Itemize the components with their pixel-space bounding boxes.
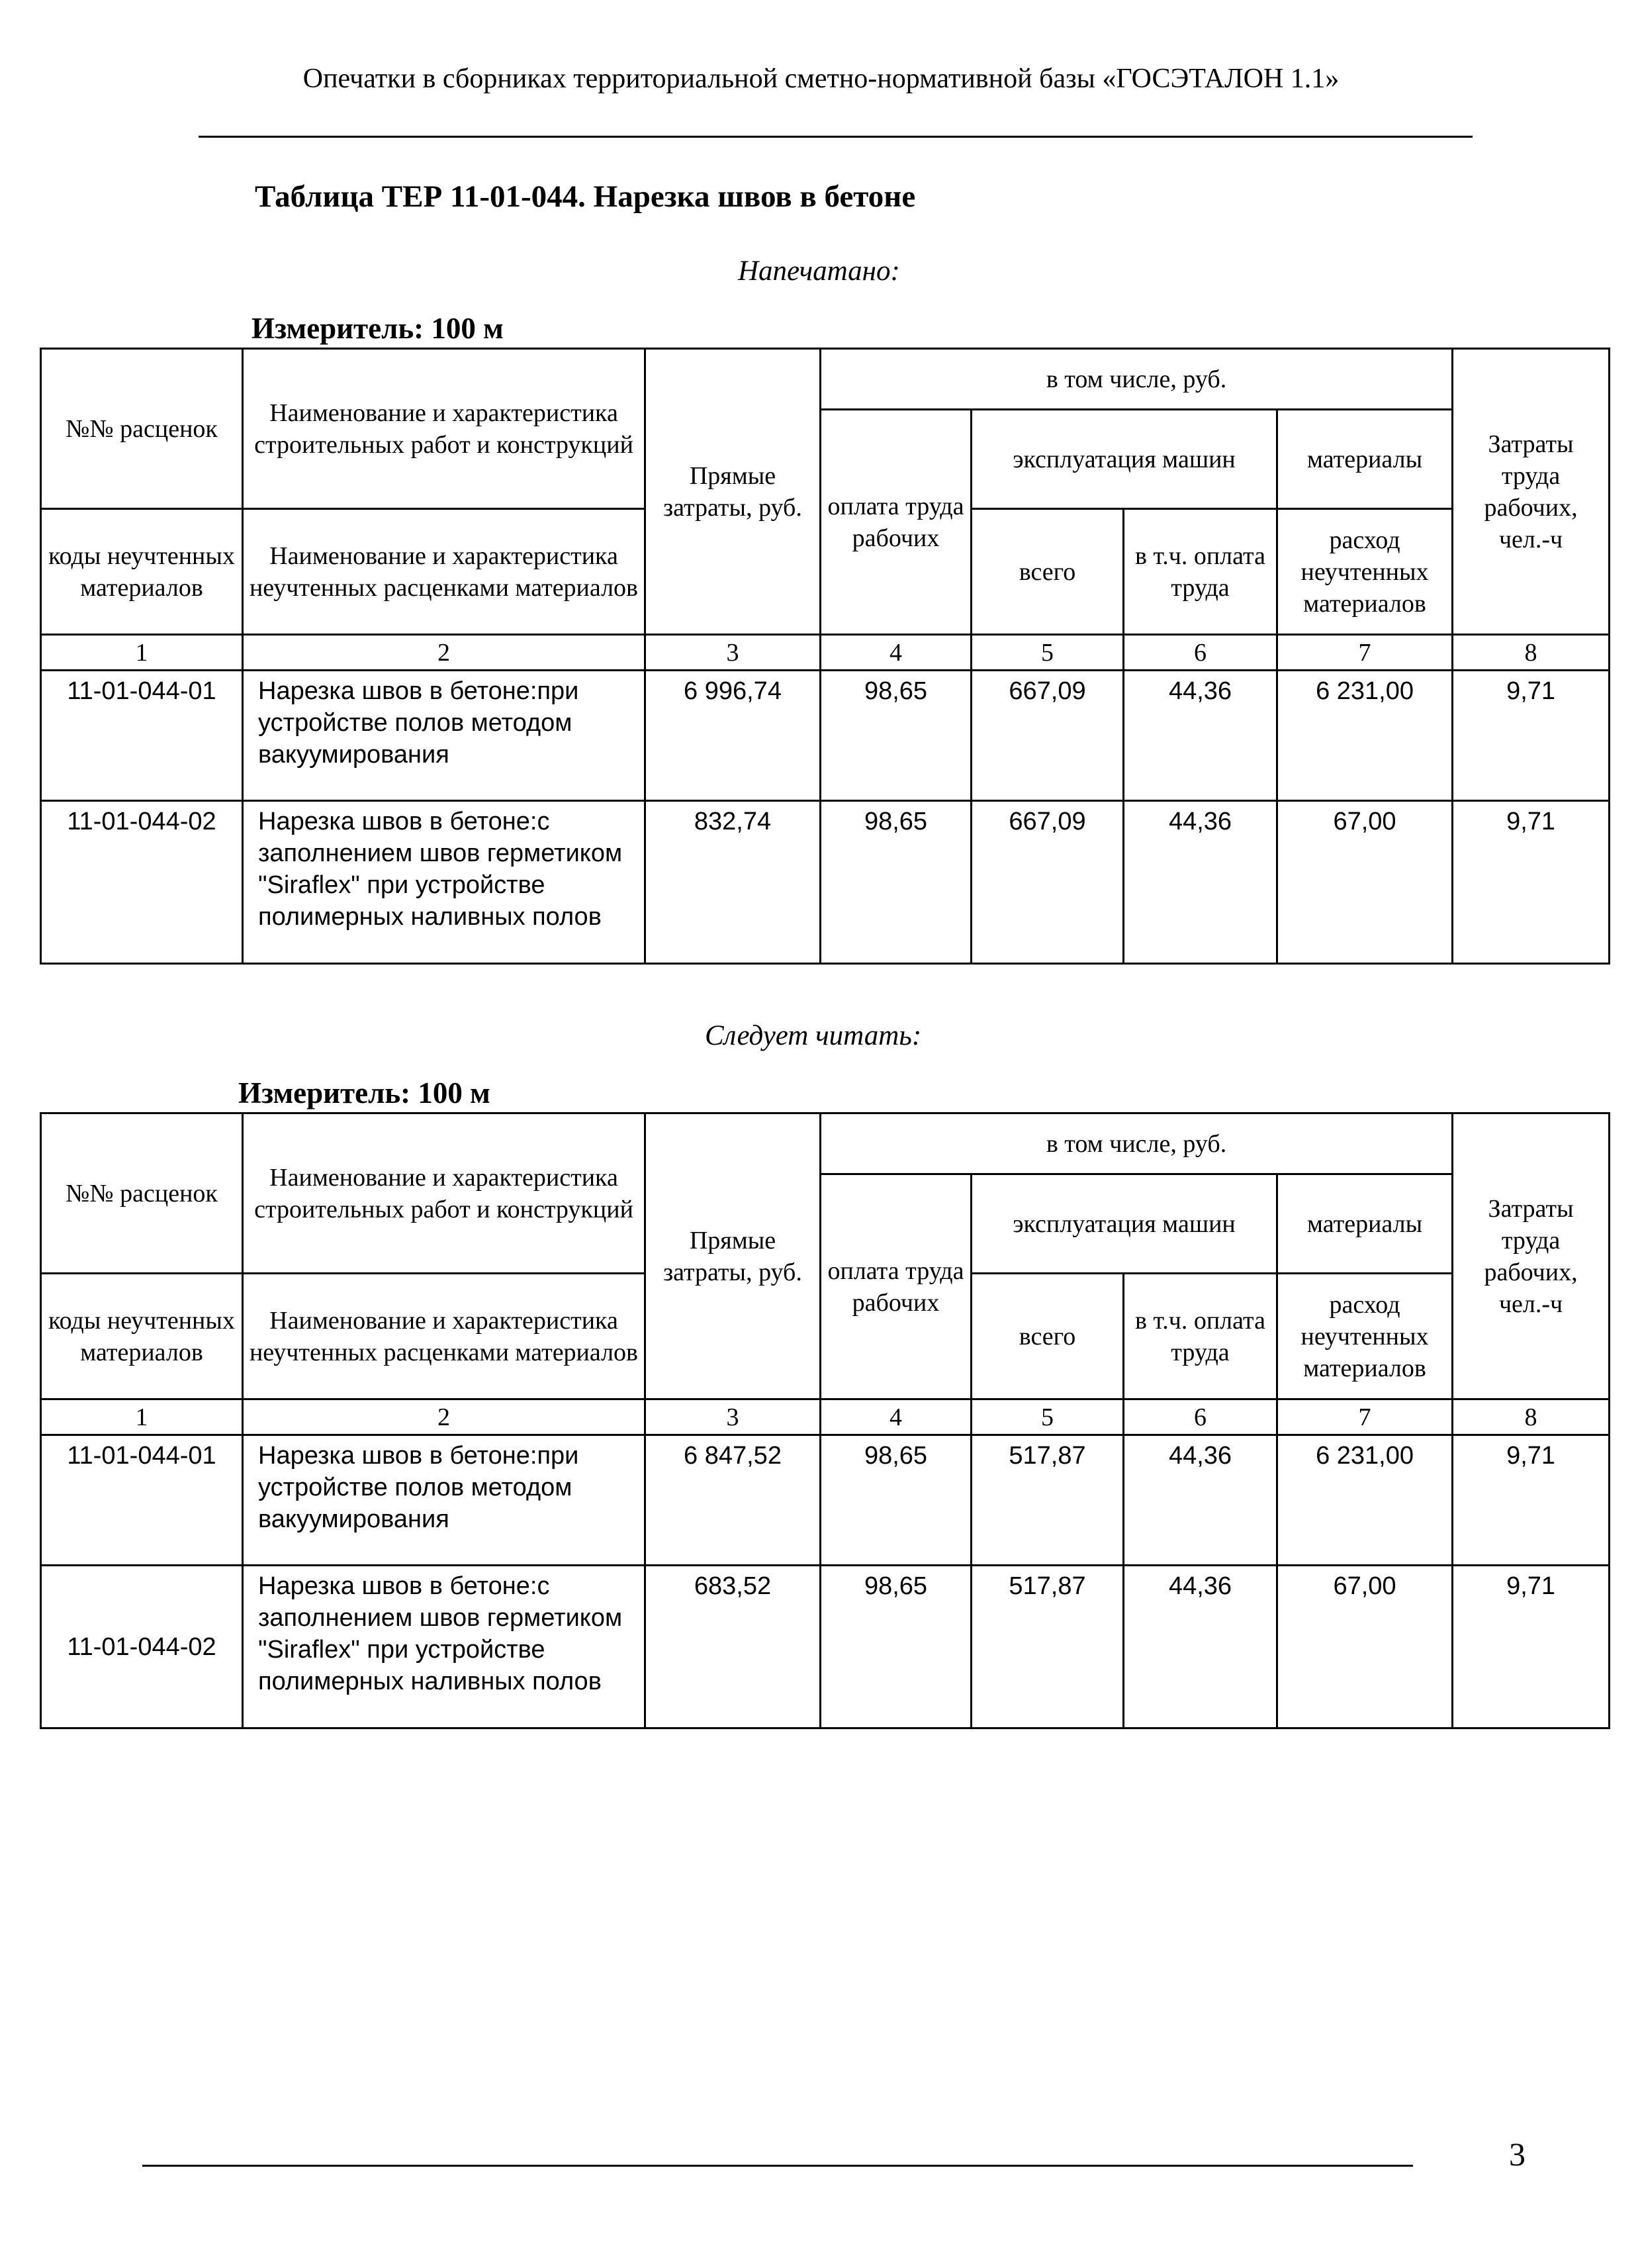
- col-total: всего: [972, 509, 1124, 635]
- labor-pay: 98,65: [821, 671, 972, 801]
- document-header: Опечатки в сборниках территориальной сметно-нормативной базы «ГОСЭТАЛОН 1.1»: [302, 64, 1340, 94]
- printed-table: [40, 348, 1610, 965]
- rate-name: Нарезка швов в бетоне:при устройстве полов методом вакуумирования: [243, 671, 645, 801]
- col-codes: коды неучтенных материалов: [41, 509, 243, 635]
- printed-caption: Напечатано:: [738, 256, 900, 287]
- direct-cost: 683,52: [645, 1566, 821, 1728]
- machine-pay: 44,36: [1124, 1435, 1277, 1566]
- col-num: 6: [1124, 635, 1277, 671]
- footer-rule: [142, 2165, 1413, 2167]
- col-num: 3: [645, 635, 821, 671]
- corrected-table: [40, 1112, 1610, 1729]
- col-num: 7: [1277, 1399, 1453, 1435]
- labor-pay: 98,65: [821, 1435, 972, 1566]
- col-mach: эксплуатация машин: [972, 410, 1277, 509]
- col-incl-pay: в т.ч. оплата труда: [1124, 509, 1277, 635]
- machine-total: 667,09: [972, 671, 1124, 801]
- machine-pay: 44,36: [1124, 671, 1277, 801]
- col-num: 8: [1453, 635, 1610, 671]
- col-name: Наименование и характеристика строительных работ и конструкций: [243, 349, 645, 509]
- table-title: Таблица ТЕР 11-01-044. Нарезка швов в бетоне: [255, 179, 916, 214]
- materials: 67,00: [1277, 1566, 1453, 1728]
- direct-cost: 832,74: [645, 801, 821, 964]
- col-num: 5: [972, 635, 1124, 671]
- printed-measure-text: Измеритель: 100 м: [251, 312, 504, 345]
- direct-cost: 6 847,52: [645, 1435, 821, 1566]
- labor-hours: 9,71: [1453, 1566, 1610, 1728]
- machine-pay: 44,36: [1124, 801, 1277, 964]
- corrected-caption: Следует читать:: [705, 1020, 922, 1051]
- col-mach: эксплуатация машин: [972, 1174, 1277, 1274]
- labor-pay: 98,65: [821, 1566, 972, 1728]
- col-total: всего: [972, 1274, 1124, 1399]
- labor-hours: 9,71: [1453, 671, 1610, 801]
- labor-hours: 9,71: [1453, 801, 1610, 964]
- col-num: 6: [1124, 1399, 1277, 1435]
- rate-name: Нарезка швов в бетоне:с заполнением швов герметиком "Siraflex" при устройстве полимерных наливных полов: [243, 1566, 645, 1728]
- col-num: 1: [41, 635, 243, 671]
- machine-total: 667,09: [972, 801, 1124, 964]
- rate-code: 11-01-044-01: [41, 671, 243, 801]
- col-num: 3: [645, 1399, 821, 1435]
- col-rate-no: №№ расценок: [41, 1113, 243, 1274]
- col-name2: Наименование и характеристика неучтенных расценками материалов: [243, 509, 645, 635]
- materials: 67,00: [1277, 801, 1453, 964]
- col-num: 5: [972, 1399, 1124, 1435]
- corrected-measure-text: Измеритель: 100 м: [238, 1076, 490, 1110]
- col-incl: в том числе, руб.: [821, 1113, 1453, 1174]
- col-name: Наименование и характеристика строительных работ и конструкций: [243, 1113, 645, 1274]
- col-num: 4: [821, 1399, 972, 1435]
- col-usage: расход неучтенных материалов: [1277, 509, 1453, 635]
- col-num: 2: [243, 635, 645, 671]
- col-mat: материалы: [1277, 410, 1453, 509]
- machine-total: 517,87: [972, 1566, 1124, 1728]
- header-rule: [199, 136, 1473, 138]
- col-mat: материалы: [1277, 1174, 1453, 1274]
- table-row: [41, 1435, 1610, 1566]
- col-direct: Прямые затраты, руб.: [645, 349, 821, 635]
- direct-cost: 6 996,74: [645, 671, 821, 801]
- table-row: [41, 671, 1610, 801]
- machine-pay: 44,36: [1124, 1566, 1277, 1728]
- col-incl-pay: в т.ч. оплата труда: [1124, 1274, 1277, 1399]
- rate-code: 11-01-044-01: [41, 1435, 243, 1566]
- col-pay: оплата труда рабочих: [821, 410, 972, 635]
- col-rate-no: №№ расценок: [41, 349, 243, 509]
- col-incl: в том числе, руб.: [821, 349, 1453, 410]
- corrected-measure: [238, 1076, 490, 1110]
- labor-hours: 9,71: [1453, 1435, 1610, 1566]
- col-labor: Затраты труда рабочих, чел.-ч: [1453, 1113, 1610, 1399]
- col-codes: коды неучтенных материалов: [41, 1274, 243, 1399]
- col-num: 4: [821, 635, 972, 671]
- col-usage: расход неучтенных материалов: [1277, 1274, 1453, 1399]
- col-num: 7: [1277, 635, 1453, 671]
- materials: 6 231,00: [1277, 671, 1453, 801]
- col-num: 1: [41, 1399, 243, 1435]
- rate-code: 11-01-044-02: [41, 1566, 243, 1728]
- col-num: 2: [243, 1399, 645, 1435]
- table-row: [41, 1566, 1610, 1728]
- page-number: 3: [1509, 2136, 1526, 2173]
- col-labor: Затраты труда рабочих, чел.-ч: [1453, 349, 1610, 635]
- machine-total: 517,87: [972, 1435, 1124, 1566]
- col-direct: Прямые затраты, руб.: [645, 1113, 821, 1399]
- rate-name: Нарезка швов в бетоне:с заполнением швов герметиком "Siraflex" при устройстве полимерных наливных полов: [243, 801, 645, 964]
- materials: 6 231,00: [1277, 1435, 1453, 1566]
- col-num: 8: [1453, 1399, 1610, 1435]
- col-name2: Наименование и характеристика неучтенных расценками материалов: [243, 1274, 645, 1399]
- rate-name: Нарезка швов в бетоне:при устройстве полов методом вакуумирования: [243, 1435, 645, 1566]
- col-pay: оплата труда рабочих: [821, 1174, 972, 1399]
- rate-code: 11-01-044-02: [41, 801, 243, 964]
- printed-measure: [251, 311, 504, 346]
- labor-pay: 98,65: [821, 801, 972, 964]
- table-row: [41, 801, 1610, 964]
